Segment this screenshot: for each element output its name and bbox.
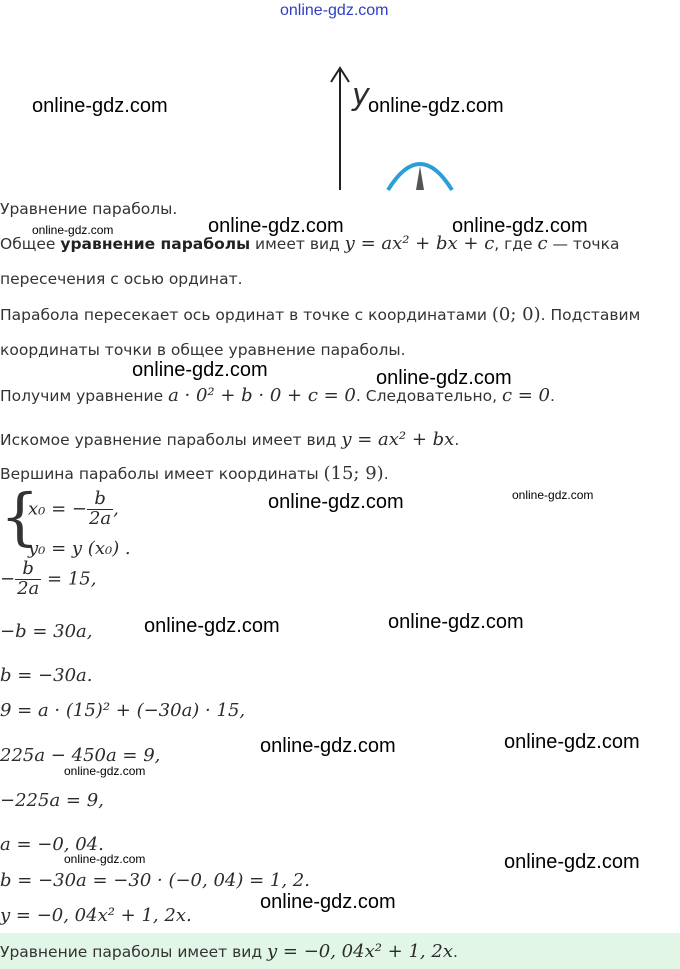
parabola-figure bbox=[300, 60, 480, 195]
eq-5: 225a − 450a = 9, bbox=[0, 745, 161, 766]
eq-9: y = −0, 04x² + 1, 2x. bbox=[0, 905, 192, 926]
vertex-marker bbox=[416, 166, 424, 190]
watermark: online-gdz.com bbox=[208, 215, 344, 237]
watermark: online-gdz.com bbox=[260, 891, 396, 913]
text-line-1: Общее уравнение параболы имеет вид y = ax² + bx + c, где c — точка bbox=[0, 233, 620, 254]
eq-6: −225a = 9, bbox=[0, 790, 104, 811]
text-line-6: Искомое уравнение параболы имеет вид y = ax² + bx. bbox=[0, 429, 460, 450]
eq-7: a = −0, 04. bbox=[0, 834, 104, 855]
heading: Уравнение параболы. bbox=[0, 200, 178, 218]
watermark: online-gdz.com bbox=[268, 491, 404, 513]
text-line-3: Парабола пересекает ось ординат в точке с координатами (0; 0). Подставим bbox=[0, 304, 641, 325]
system-brace: { bbox=[0, 480, 40, 553]
watermark: online-gdz.com bbox=[32, 95, 168, 117]
watermark: online-gdz.com bbox=[504, 731, 640, 753]
watermark: online-gdz.com bbox=[144, 615, 280, 637]
watermark: online-gdz.com bbox=[64, 764, 146, 778]
watermark-top: online-gdz.com bbox=[280, 2, 389, 19]
watermark: online-gdz.com bbox=[260, 735, 396, 757]
eq-8: b = −30a = −30 · (−0, 04) = 1, 2. bbox=[0, 870, 310, 891]
text-line-5: Получим уравнение a · 0² + b · 0 + c = 0. Следовательно, c = 0. bbox=[0, 385, 555, 406]
text-line-2: пересечения с осью ординат. bbox=[0, 270, 243, 288]
eq-1: − $\frac{b}{2a}$ = 15, bbox=[0, 558, 97, 599]
watermark: online-gdz.com bbox=[132, 359, 268, 381]
text-line-7: Вершина параболы имеет координаты (15; 9). bbox=[0, 463, 389, 484]
eq-2: −b = 30a, bbox=[0, 621, 93, 642]
eq-4: 9 = a · (15)² + (−30a) · 15, bbox=[0, 700, 246, 721]
y-axis-label: y bbox=[352, 78, 370, 113]
watermark: online-gdz.com bbox=[512, 488, 594, 502]
system-eq-2: y₀ = y (x₀) . bbox=[28, 538, 131, 559]
final-answer: Уравнение параболы имеет вид y = −0, 04x² + 1, 2x. bbox=[0, 941, 458, 962]
watermark: online-gdz.com bbox=[452, 215, 588, 237]
watermark: online-gdz.com bbox=[32, 223, 114, 237]
watermark: online-gdz.com bbox=[64, 852, 146, 866]
watermark: online-gdz.com bbox=[376, 367, 512, 389]
eq-3: b = −30a. bbox=[0, 665, 93, 686]
watermark: online-gdz.com bbox=[388, 611, 524, 633]
watermark: online-gdz.com bbox=[504, 851, 640, 873]
text-line-4: координаты точки в общее уравнение параболы. bbox=[0, 341, 406, 359]
system-eq-1: x₀ = − $\frac{b}{2a}$ , bbox=[28, 488, 119, 529]
watermark: online-gdz.com bbox=[368, 95, 504, 117]
